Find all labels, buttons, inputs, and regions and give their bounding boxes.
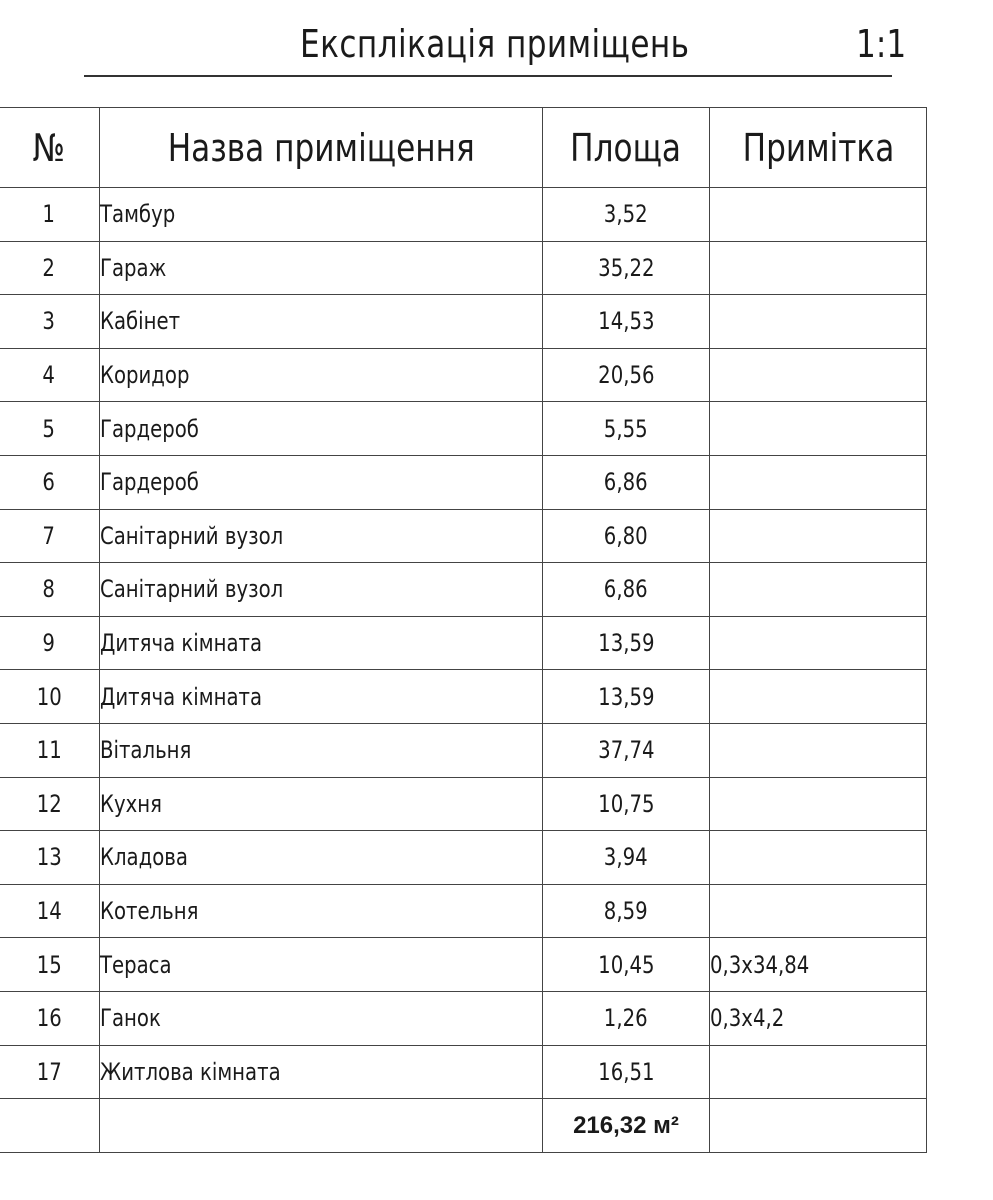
table-row (0, 348, 927, 402)
cell-name: Гардероб (100, 455, 543, 509)
table-row (0, 670, 927, 724)
cell-area: 6,80 (543, 509, 710, 563)
cell-num: 14 (0, 884, 100, 938)
total-cell-name (100, 1099, 543, 1153)
total-cell-num (0, 1099, 100, 1153)
cell-note: 0,3x4,2 (710, 991, 927, 1045)
cell-area: 20,56 (543, 348, 710, 402)
cell-name: Санітарний вузол (100, 563, 543, 617)
explication-table (0, 107, 927, 1153)
cell-name: Тамбур (100, 188, 543, 242)
cell-name: Кладова (100, 831, 543, 885)
cell-num: 17 (0, 1045, 100, 1099)
cell-num: 13 (0, 831, 100, 885)
cell-note: 0,3x34,84 (710, 938, 927, 992)
table-row (0, 938, 927, 992)
cell-name: Дитяча кімната (100, 670, 543, 724)
cell-note (710, 563, 927, 617)
cell-note (710, 402, 927, 456)
cell-area: 14,53 (543, 295, 710, 349)
column-header-number: № (0, 108, 100, 188)
cell-note (710, 670, 927, 724)
table-row (0, 1045, 927, 1099)
cell-name: Гараж (100, 241, 543, 295)
cell-area: 13,59 (543, 616, 710, 670)
table-row (0, 241, 927, 295)
cell-num: 1 (0, 188, 100, 242)
cell-num: 2 (0, 241, 100, 295)
cell-num: 9 (0, 616, 100, 670)
cell-name: Санітарний вузол (100, 509, 543, 563)
cell-num: 12 (0, 777, 100, 831)
table-header (0, 108, 927, 188)
cell-name: Дитяча кімната (100, 616, 543, 670)
table-row (0, 777, 927, 831)
cell-note (710, 831, 927, 885)
cell-name: Котельня (100, 884, 543, 938)
total-cell-area: 216,32 м² (543, 1099, 710, 1153)
cell-num: 6 (0, 455, 100, 509)
cell-note (710, 1045, 927, 1099)
cell-note (710, 455, 927, 509)
cell-num: 8 (0, 563, 100, 617)
table-row (0, 723, 927, 777)
cell-note (710, 241, 927, 295)
table-row (0, 991, 927, 1045)
cell-area: 1,26 (543, 991, 710, 1045)
cell-area: 6,86 (543, 455, 710, 509)
cell-note (710, 509, 927, 563)
cell-num: 3 (0, 295, 100, 349)
table-row (0, 616, 927, 670)
table-row (0, 884, 927, 938)
cell-note (710, 884, 927, 938)
table-row (0, 509, 927, 563)
cell-name: Кухня (100, 777, 543, 831)
cell-name: Кабінет (100, 295, 543, 349)
table-row (0, 402, 927, 456)
cell-name: Вітальня (100, 723, 543, 777)
page-title: Експлікація приміщень (300, 22, 690, 66)
cell-num: 16 (0, 991, 100, 1045)
cell-area: 3,94 (543, 831, 710, 885)
cell-name: Гардероб (100, 402, 543, 456)
cell-area: 13,59 (543, 670, 710, 724)
cell-name: Коридор (100, 348, 543, 402)
title-underline (84, 75, 892, 77)
cell-num: 11 (0, 723, 100, 777)
table-row (0, 188, 927, 242)
cell-area: 5,55 (543, 402, 710, 456)
total-cell-note (710, 1099, 927, 1153)
cell-area: 37,74 (543, 723, 710, 777)
cell-note (710, 295, 927, 349)
cell-num: 7 (0, 509, 100, 563)
cell-area: 16,51 (543, 1045, 710, 1099)
cell-num: 4 (0, 348, 100, 402)
cell-area: 10,45 (543, 938, 710, 992)
column-header-area: Площа (543, 108, 710, 188)
table-row (0, 831, 927, 885)
table-row (0, 563, 927, 617)
cell-num: 10 (0, 670, 100, 724)
table-body (0, 188, 927, 1153)
column-header-name: Назва приміщення (100, 108, 543, 188)
header-row (0, 108, 927, 188)
cell-area: 8,59 (543, 884, 710, 938)
table-row (0, 455, 927, 509)
cell-area: 3,52 (543, 188, 710, 242)
scale-label: 1:1 (856, 22, 907, 66)
cell-area: 35,22 (543, 241, 710, 295)
cell-note (710, 723, 927, 777)
cell-num: 5 (0, 402, 100, 456)
cell-note (710, 777, 927, 831)
column-header-note: Примітка (710, 108, 927, 188)
cell-name: Житлова кімната (100, 1045, 543, 1099)
cell-area: 6,86 (543, 563, 710, 617)
total-row (0, 1099, 927, 1153)
cell-name: Тераса (100, 938, 543, 992)
cell-num: 15 (0, 938, 100, 992)
cell-name: Ганок (100, 991, 543, 1045)
cell-note (710, 188, 927, 242)
cell-area: 10,75 (543, 777, 710, 831)
cell-note (710, 348, 927, 402)
table-row (0, 295, 927, 349)
cell-note (710, 616, 927, 670)
